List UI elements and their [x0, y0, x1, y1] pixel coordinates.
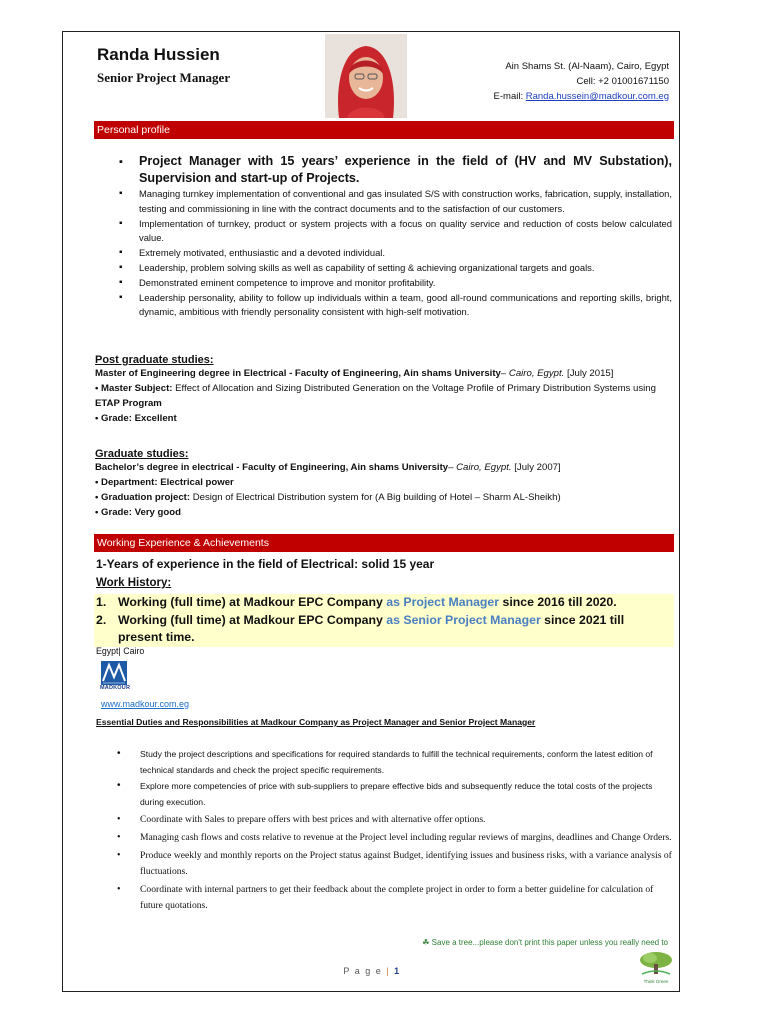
candidate-name: Randa Hussien — [97, 45, 220, 64]
tree-icon: ☘ — [422, 938, 430, 947]
grad-section: Graduate studies: Bachelor’s degree in electrical - Faculty of Engineering, Ain shams University– Cairo, Egypt. [July 2007] • Department: Electrical power • Graduation project: Design of Electrical Distribution system for (A Big building of Hotel – Sharm AL-Sheikh) • Grade: Very good — [95, 448, 670, 520]
profile-bullet: ▪ Managing turnkey implementation of conventional and gas insulated S/S with construction works, fabrication, supply, installation, testing and commissioning in line with the contract documents and to the satisfaction of our customers. — [94, 187, 672, 217]
profile-list — [94, 153, 672, 320]
job-item: 2. Working (full time) at Madkour EPC Company as Senior Project Manager since 2021 till present time. — [96, 612, 625, 644]
save-tree-note: ☘ Save a tree...please don't print this paper unless you really need to — [422, 938, 668, 947]
years-experience: 1-Years of experience in the field of Electrical: solid 15 year — [96, 557, 435, 571]
profile-bullet: ▪ Extremely motivated, enthusiastic and a devoted individual. — [94, 246, 672, 261]
profile-bullet: ▪ Leadership, problem solving skills as well as capability of setting & achieving organizational targets and goals. — [94, 261, 672, 276]
email-line: E-mail: Randa.hussein@madkour.com.eg — [493, 91, 669, 102]
think-green-logo: Think Green — [636, 950, 676, 984]
job-location: Egypt| Cairo — [96, 646, 145, 656]
madkour-logo: MADKOUR — [100, 661, 128, 695]
duty-item: • Coordinate with Sales to prepare offers with best prices and with alternative offer options. — [63, 812, 681, 828]
working-experience-header: Working Experience & Achievements — [94, 534, 674, 552]
profile-headline: ▪ Project Manager with 15 years’ experience in the field of (HV and MV Substation), Supervision and start-up of Projects. — [94, 153, 672, 187]
grad-heading: Graduate studies: — [95, 448, 189, 460]
duties-list-a — [63, 746, 681, 810]
duty-item: • Managing cash flows and costs relative to revenue at the Project level including regular reviews of margins, deadlines and Change Orders. — [63, 830, 681, 846]
resume-page — [62, 31, 680, 992]
jobs-list — [96, 594, 656, 647]
duty-item: • Explore more competencies of price with sub-suppliers to prepare effective bids and subsequently reduce the total costs of the projects during execution. — [63, 778, 681, 810]
candidate-title: Senior Project Manager — [97, 70, 231, 85]
duty-item: • Produce weekly and monthly reports on the Project status against Budget, identifying issues and business risks, with a variance analysis of fluctuations. — [63, 848, 681, 880]
postgrad-heading: Post graduate studies: — [95, 354, 214, 366]
cell-phone: Cell: +2 01001671150 — [576, 76, 669, 87]
profile-photo — [325, 34, 407, 118]
company-website-link[interactable]: www.madkour.com.eg — [101, 699, 190, 709]
grad-department: • Department: Electrical power — [95, 477, 234, 488]
profile-bullet: ▪ Implementation of turnkey, product or system projects with a focus on quality service and reduction of costs below calculated value. — [94, 217, 672, 247]
work-history-heading: Work History: — [96, 577, 172, 589]
profile-bullet: ▪ Demonstrated eminent competence to improve and monitor profitability. — [94, 276, 672, 291]
job-item: 1. Working (full time) at Madkour EPC Company as Project Manager since 2016 till 2020. — [96, 595, 617, 609]
duty-item: • Study the project descriptions and specifications for required standards to fulfill the technical requirements, conform the latest edition of technical standards and check the project specific requirements. — [63, 746, 681, 778]
grad-grade: • Grade: Very good — [95, 507, 181, 518]
duty-item: • Coordinate with internal partners to get their feedback about the complete project in order to form a better guideline for calculation of future quotations. — [63, 882, 681, 914]
postgrad-grade: • Grade: Excellent — [95, 413, 177, 424]
personal-profile-header: Personal profile — [94, 121, 674, 139]
contact-block — [494, 59, 669, 104]
page-number: P a g e | 1 — [343, 966, 401, 976]
postgrad-section: Post graduate studies: Master of Engineering degree in Electrical - Faculty of Engineering, Ain shams University– Cairo, Egypt. [July 2015] • Master Subject: Effect of Allocation and Sizing Distributed Generation on the Voltage Profile of Primary Distribution Systems using ETAP Program • Grade: Excellent — [95, 354, 670, 426]
duties-heading: Essential Duties and Responsibilities at Madkour Company as Project Manager and Senior Project Manager — [96, 717, 536, 727]
duties-list-b — [63, 812, 681, 914]
address: Ain Shams St. (Al-Naam), Cairo, Egypt — [505, 61, 669, 72]
profile-bullet: ▪ Leadership personality, ability to follow up individuals within a team, good all-round communications and reporting skills, bright, dynamic, ambitious with friendly personality consistent with high-self motivation. — [94, 291, 672, 321]
email-link[interactable]: Randa.hussein@madkour.com.eg — [525, 91, 669, 102]
